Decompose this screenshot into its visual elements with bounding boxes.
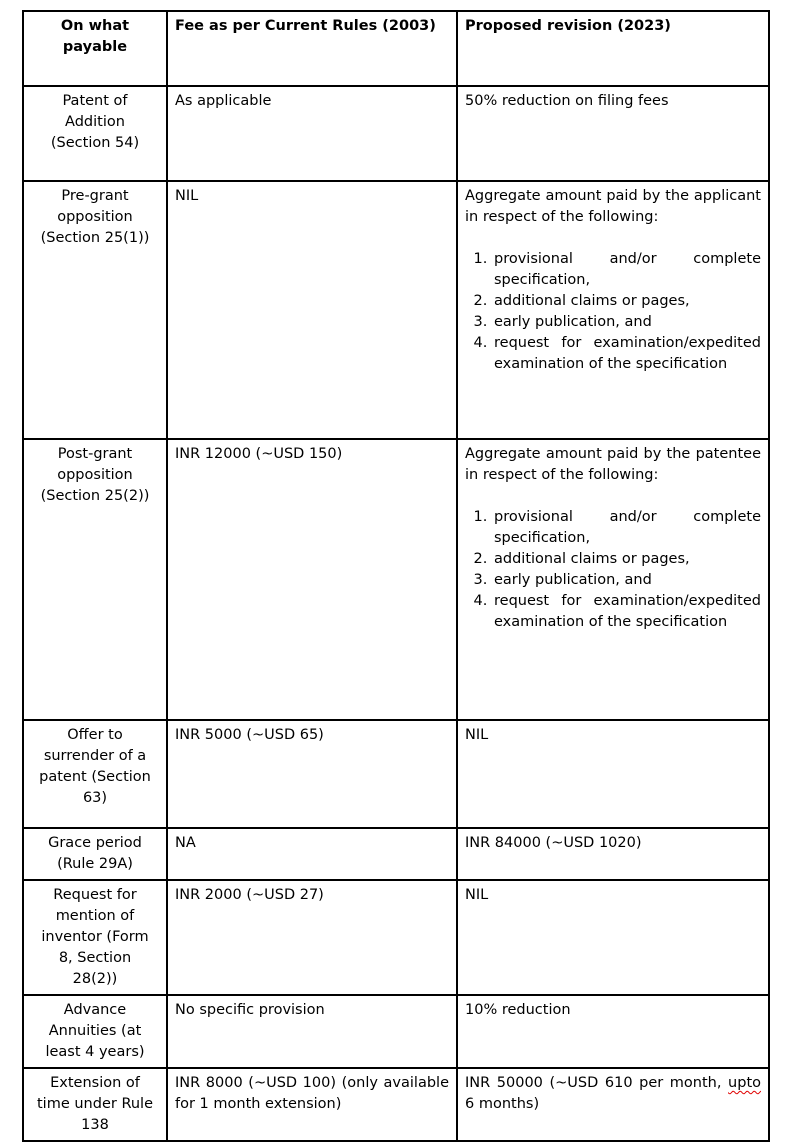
list-item: 2. additional claims or pages, — [492, 291, 761, 312]
table-row — [23, 86, 769, 181]
cell-proposed: NIL — [457, 720, 769, 828]
cell-proposed — [457, 1068, 769, 1141]
list-item: 2. additional claims or pages, — [492, 549, 761, 570]
table-row — [23, 828, 769, 880]
cell-current-fee: INR 12000 (~USD 150) — [167, 439, 457, 720]
column-header-payable: On what payable — [23, 11, 167, 86]
list-item: 3. early publication, and — [492, 312, 761, 333]
fee-components-list — [465, 249, 761, 375]
table-row — [23, 995, 769, 1068]
cell-proposed — [457, 181, 769, 439]
proposed-intro-text: Aggregate amount paid by the patentee in respect of the following: — [465, 446, 761, 483]
list-item: 3. early publication, and — [492, 570, 761, 591]
cell-current-fee: NIL — [167, 181, 457, 439]
cell-payable: Request for mention of inventor (Form 8, Section 28(2)) — [23, 880, 167, 995]
proposed-intro-text: Aggregate amount paid by the applicant in respect of the following: — [465, 188, 761, 225]
cell-current-fee: As applicable — [167, 86, 457, 181]
cell-payable: Advance Annuities (at least 4 years) — [23, 995, 167, 1068]
list-item: 1. provisional and/or complete specification, — [492, 249, 761, 291]
table-row — [23, 181, 769, 439]
table-row — [23, 880, 769, 995]
table-row — [23, 439, 769, 720]
cell-current-fee: No specific provision — [167, 995, 457, 1068]
cell-proposed: 10% reduction — [457, 995, 769, 1068]
table-row — [23, 720, 769, 828]
cell-payable: Grace period (Rule 29A) — [23, 828, 167, 880]
cell-payable: Patent of Addition (Section 54) — [23, 86, 167, 181]
cell-current-fee: NA — [167, 828, 457, 880]
patent-fee-table — [22, 10, 770, 1142]
cell-payable: Post-grant opposition (Section 25(2)) — [23, 439, 167, 720]
misspelled-word: upto — [728, 1075, 761, 1091]
cell-payable: Pre-grant opposition (Section 25(1)) — [23, 181, 167, 439]
proposed-text-before: INR 50000 (~USD 610 per month, — [465, 1075, 729, 1091]
proposed-text-after: 6 months) — [465, 1096, 540, 1112]
cell-proposed: NIL — [457, 880, 769, 995]
cell-payable: Offer to surrender of a patent (Section 63) — [23, 720, 167, 828]
fee-components-list — [465, 507, 761, 633]
cell-current-fee: INR 2000 (~USD 27) — [167, 880, 457, 995]
cell-current-fee: INR 8000 (~USD 100) (only available for 1 month extension) — [167, 1068, 457, 1141]
cell-proposed: 50% reduction on filing fees — [457, 86, 769, 181]
cell-proposed — [457, 439, 769, 720]
table-row — [23, 1068, 769, 1141]
cell-current-fee: INR 5000 (~USD 65) — [167, 720, 457, 828]
cell-payable: Extension of time under Rule 138 — [23, 1068, 167, 1141]
list-item: 1. provisional and/or complete specification, — [492, 507, 761, 549]
cell-proposed: INR 84000 (~USD 1020) — [457, 828, 769, 880]
header-row — [23, 11, 769, 86]
list-item: 4. request for examination/expedited examination of the specification — [492, 333, 761, 375]
column-header-current-rules: Fee as per Current Rules (2003) — [167, 11, 457, 86]
list-item: 4. request for examination/expedited examination of the specification — [492, 591, 761, 633]
column-header-proposed-revision: Proposed revision (2023) — [457, 11, 769, 86]
